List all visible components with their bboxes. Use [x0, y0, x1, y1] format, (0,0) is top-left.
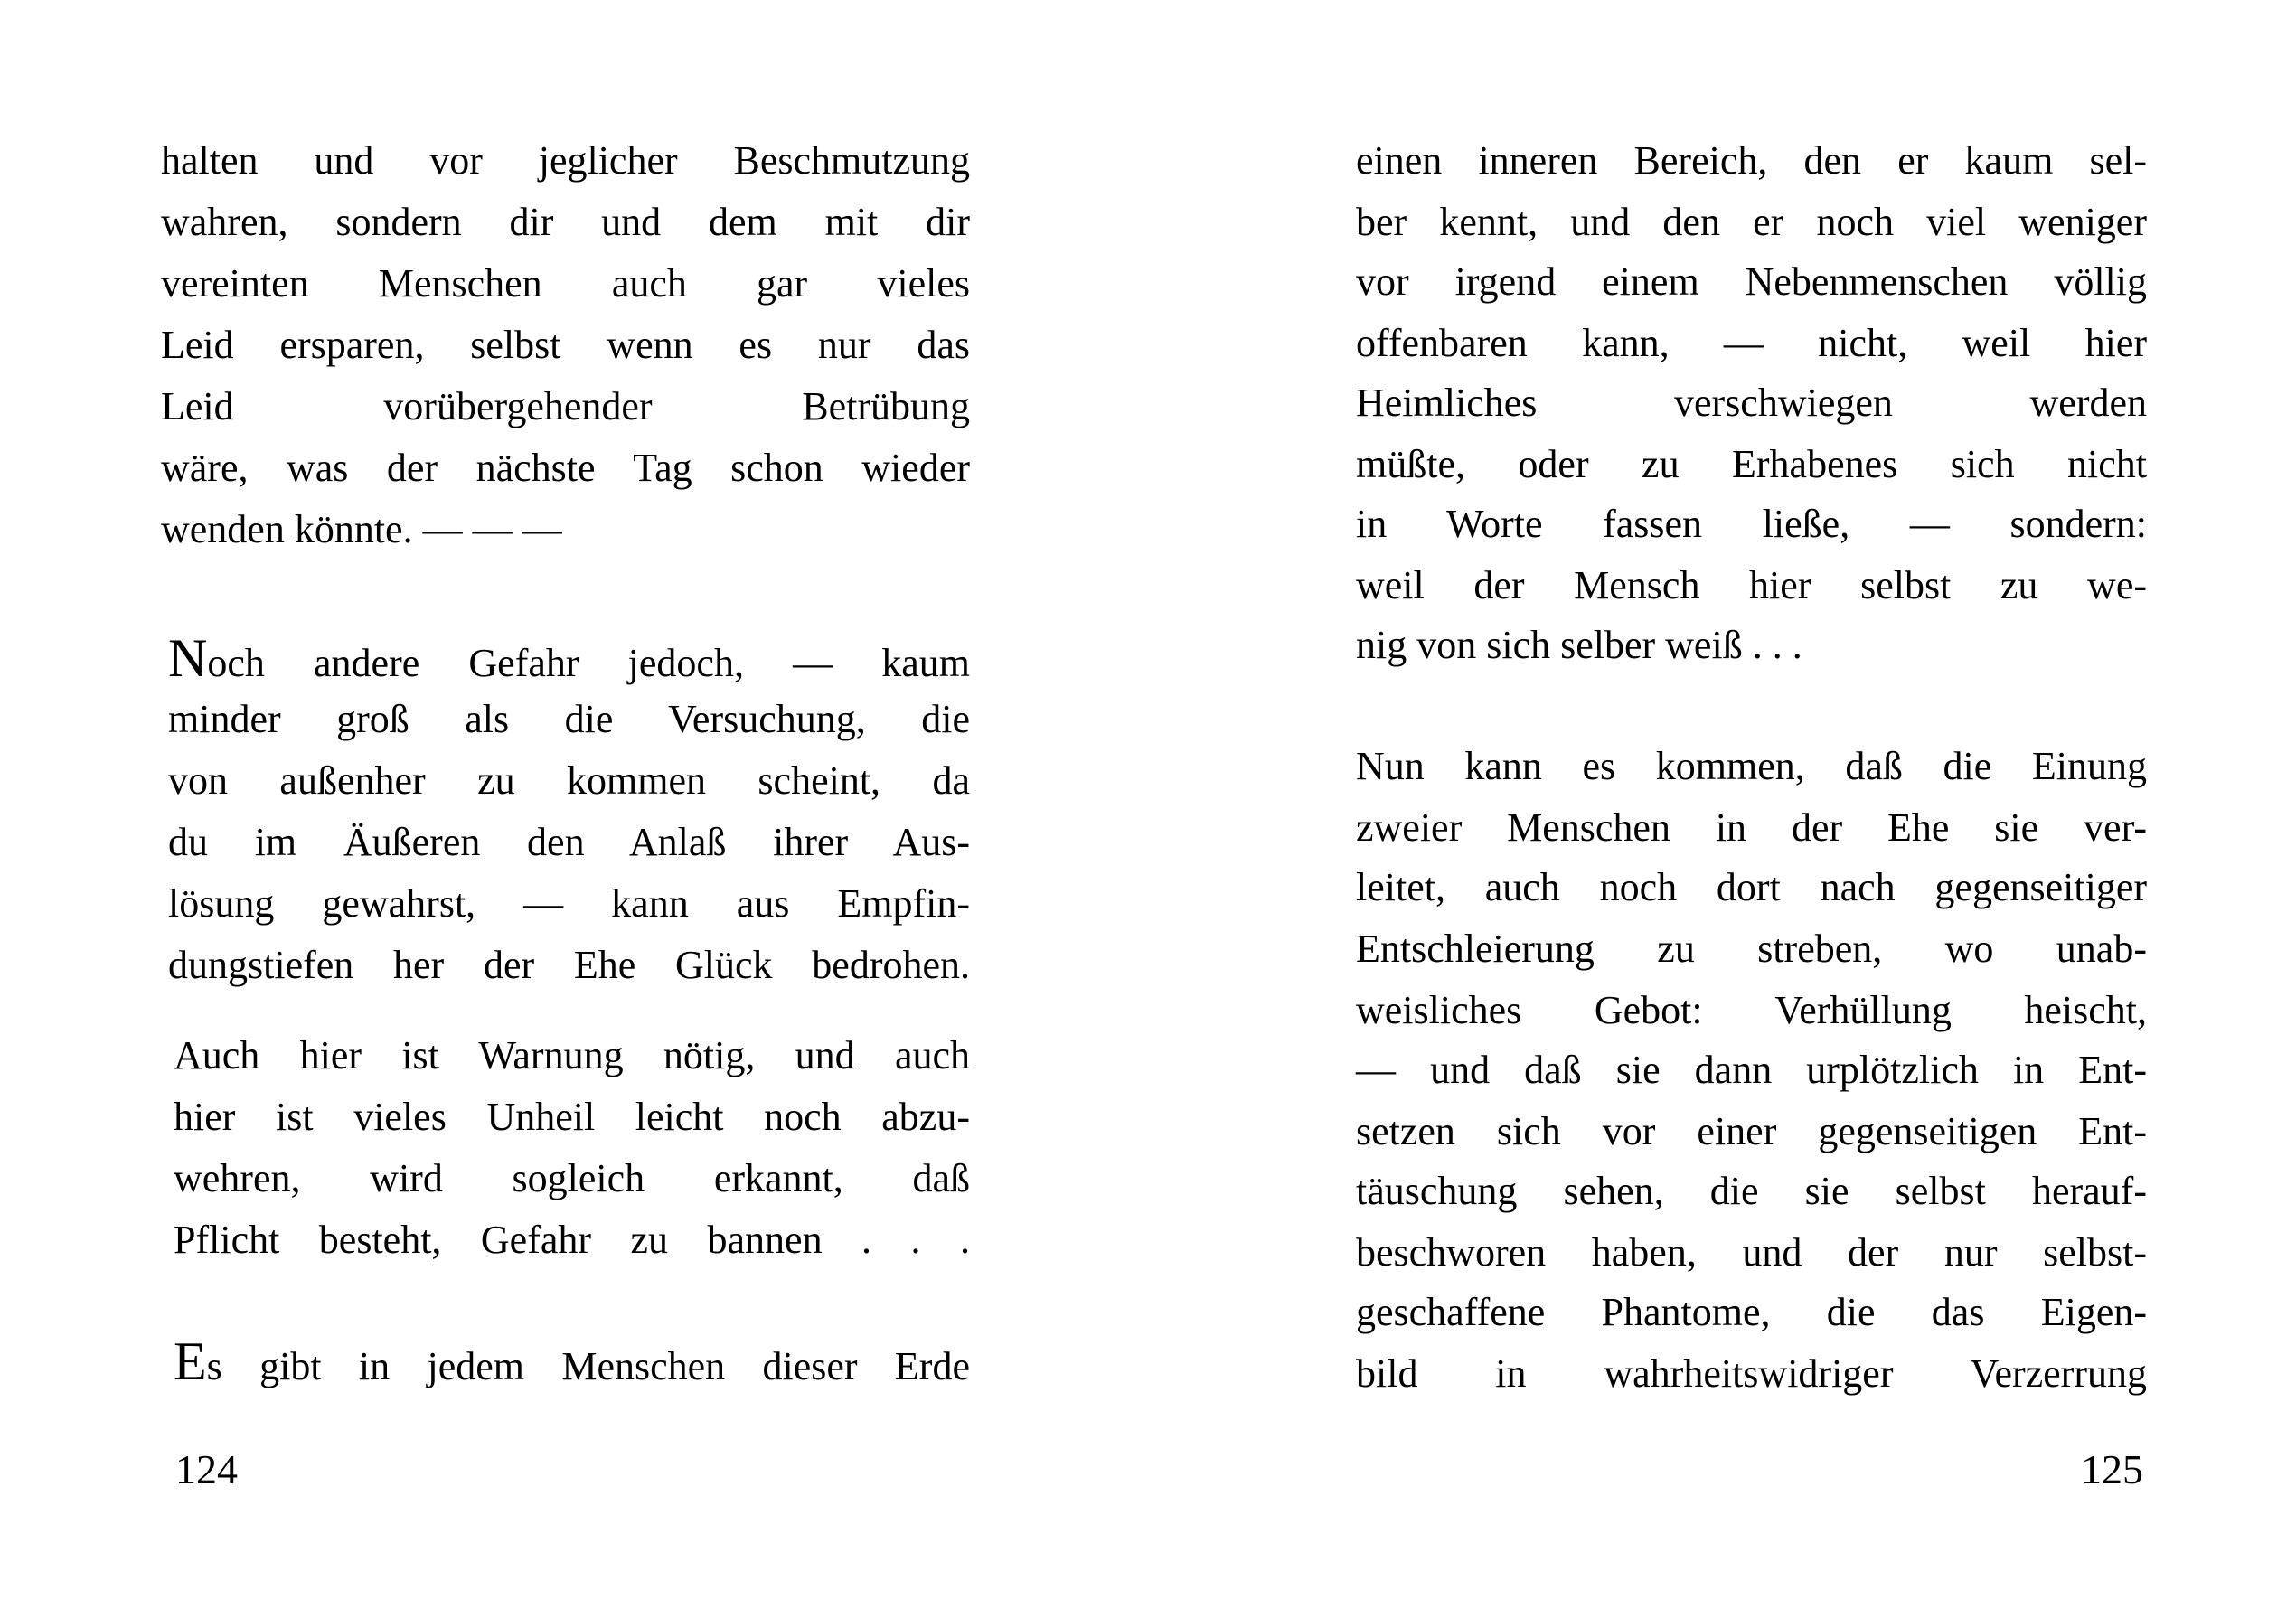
- page-number: 124: [175, 1446, 238, 1492]
- text-line: zweier Menschen in der Ehe sie ver-: [1356, 805, 2147, 850]
- text-line: ber kennt, und den er noch viel weniger: [1356, 200, 2147, 244]
- text-line: weisliches Gebot: Verhüllung heischt,: [1356, 988, 2147, 1032]
- text-line: Entschleierung zu streben, wo unab-: [1356, 927, 2147, 971]
- text-line: dungstiefen her der Ehe Glück bedrohen.: [168, 943, 970, 987]
- text-line: setzen sich vor einer gegenseitigen Ent-: [1356, 1109, 2147, 1153]
- text-line: müßte, oder zu Erhabenes sich nicht: [1356, 442, 2147, 486]
- text-line: Nun kann es kommen, daß die Einung: [1356, 744, 2147, 788]
- text-line: [174, 1331, 970, 1391]
- text-line: — und daß sie dann urplötzlich in Ent-: [1356, 1048, 2147, 1092]
- text-line-content: och andere Gefahr jedoch, — kaum: [207, 641, 970, 685]
- drop-cap: N: [168, 628, 208, 688]
- text-line: wehren, wird sogleich erkannt, daß: [174, 1156, 970, 1200]
- text-line: wäre, was der nächste Tag schon wieder: [161, 446, 970, 490]
- text-line: weil der Mensch hier selbst zu we-: [1356, 563, 2147, 607]
- text-line: täuschung sehen, die sie selbst herauf-: [1356, 1169, 2147, 1213]
- text-line-content: s gibt in jedem Menschen dieser Erde: [206, 1344, 970, 1388]
- text-line: wahren, sondern dir und dem mit dir: [161, 200, 970, 244]
- text-line: minder groß als die Versuchung, die: [168, 697, 970, 741]
- text-line: vereinten Menschen auch gar vieles: [161, 261, 970, 306]
- text-line: bild in wahrheitswidriger Verzerrung: [1356, 1351, 2147, 1396]
- text-line: nig von sich selber weiß . . .: [1356, 623, 1802, 667]
- text-line: Auch hier ist Warnung nötig, und auch: [174, 1033, 970, 1077]
- text-line: einen inneren Bereich, den er kaum sel-: [1356, 138, 2147, 183]
- text-line: wenden könnte. — — —: [161, 507, 562, 551]
- text-line: lösung gewahrst, — kann aus Empfin-: [168, 881, 970, 926]
- text-line: von außenher zu kommen scheint, da: [168, 758, 970, 803]
- page-number: 125: [2081, 1446, 2143, 1492]
- text-line: vor irgend einem Nebenmenschen völlig: [1356, 259, 2147, 304]
- text-line: halten und vor jeglicher Beschmutzung: [161, 138, 970, 183]
- text-line: [168, 628, 970, 688]
- text-line: hier ist vieles Unheil leicht noch abzu-: [174, 1095, 970, 1139]
- text-line: in Worte fassen ließe, — sondern:: [1356, 502, 2147, 546]
- drop-cap: E: [174, 1331, 207, 1391]
- text-line: leitet, auch noch dort nach gegenseitiger: [1356, 865, 2147, 909]
- text-line: Leid ersparen, selbst wenn es nur das: [161, 323, 970, 367]
- text-line: beschworen haben, und der nur selbst-: [1356, 1230, 2147, 1275]
- text-line: du im Äußeren den Anlaß ihrer Aus-: [168, 820, 970, 864]
- text-line: geschaffene Phantome, die das Eigen-: [1356, 1290, 2147, 1334]
- text-line: offenbaren kann, — nicht, weil hier: [1356, 321, 2147, 365]
- text-line: Leid vorübergehender Betrübung: [161, 384, 970, 428]
- text-line: Pflicht besteht, Gefahr zu bannen . . .: [174, 1218, 970, 1262]
- right-page: [1148, 0, 2296, 1609]
- text-line: Heimliches verschwiegen werden: [1356, 381, 2147, 425]
